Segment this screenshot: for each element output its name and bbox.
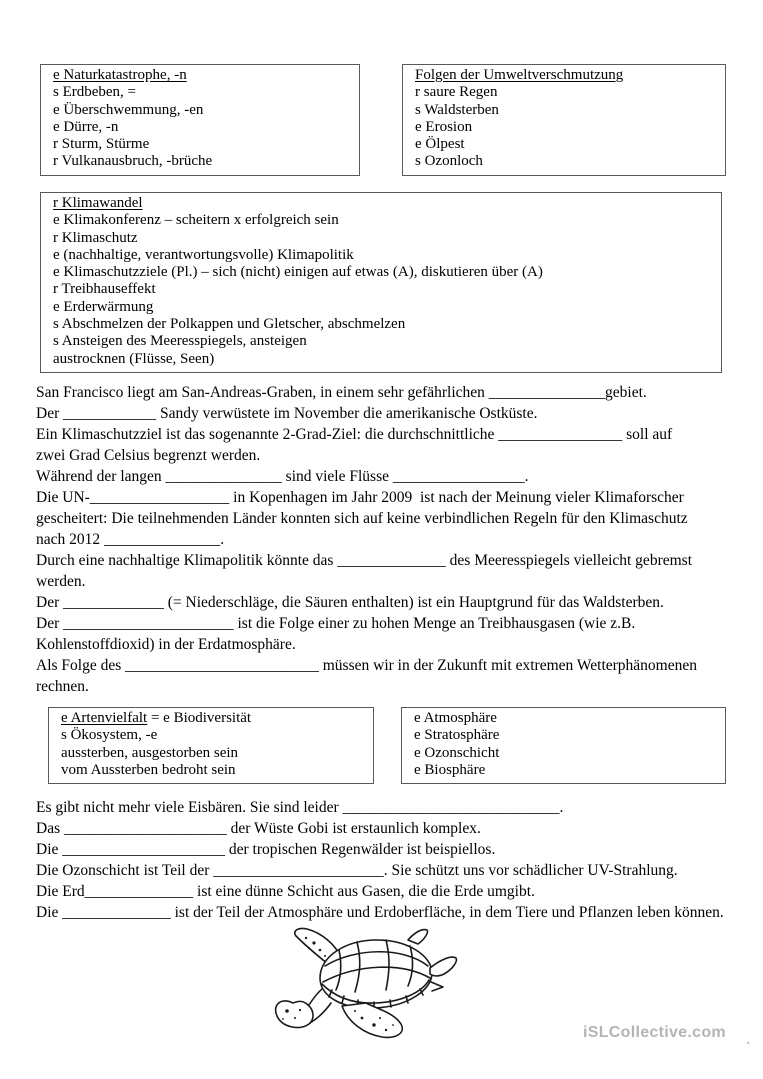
vocab-item: e Ölpest xyxy=(415,136,465,153)
vocab-item: e Klimakonferenz – scheitern x erfolgreich sein xyxy=(53,212,339,229)
exercise-line: Die Erd______________ ist eine dünne Schicht aus Gasen, die die Erde umgibt. xyxy=(36,883,535,900)
gap-fill-exercise-artenvielfalt xyxy=(36,797,758,923)
exercise-line: Der _____________ (= Niederschläge, die Säuren enthalten) ist ein Hauptgrund für das Waldsterben. xyxy=(36,594,664,611)
vocab-item: e Atmosphäre xyxy=(414,710,497,726)
vocab-item: e Stratosphäre xyxy=(414,727,500,744)
gap-fill-exercise-klimawandel xyxy=(36,382,758,697)
vocab-box-klimawandel xyxy=(40,192,722,373)
vocab-box-title: Folgen der Umweltverschmutzung xyxy=(415,67,624,83)
vocab-box-umweltverschmutzung xyxy=(402,64,726,176)
exercise-line: Die Ozonschicht ist Teil der ______________________. Sie schützt uns vor schädlicher UV-Strahlung. xyxy=(36,862,678,879)
vocab-item: aussterben, ausgestorben sein xyxy=(61,744,239,761)
vocab-item: e Erosion xyxy=(415,118,473,135)
vocab-item: s Ökosystem, -e xyxy=(61,727,158,744)
exercise-line: Kohlenstoffdioxid) in der Erdatmosphäre. xyxy=(36,636,296,653)
exercise-line: Die _____________________ der tropischen Regenwälder ist beispiellos. xyxy=(36,841,496,858)
stray-dot: . xyxy=(746,1031,751,1048)
vocab-box-title: r Klimawandel xyxy=(53,195,143,211)
exercise-line: Während der langen _______________ sind viele Flüsse _________________. xyxy=(36,468,529,485)
vocab-item: e (nachhaltige, verantwortungsvolle) Klimapolitik xyxy=(53,246,354,263)
vocab-item: vom Aussterben bedroht sein xyxy=(61,761,236,778)
vocab-item: austrocknen (Flüsse, Seen) xyxy=(53,350,215,367)
vocab-box-title: e Artenvielfalt = e Biodiversität xyxy=(61,710,252,726)
vocab-item: r Vulkanausbruch, -brüche xyxy=(53,153,213,170)
vocab-box-sphaeren xyxy=(401,707,726,784)
sea-turtle-illustration xyxy=(262,926,462,1041)
exercise-line: Der ____________ Sandy verwüstete im November die amerikanische Ostküste. xyxy=(36,405,538,422)
vocab-item: e Ozonschicht xyxy=(414,744,500,761)
exercise-line: Als Folge des _________________________ müssen wir in der Zukunft mit extremen Wetterphänomenen xyxy=(36,657,697,674)
exercise-line: Das _____________________ der Wüste Gobi ist erstaunlich komplex. xyxy=(36,820,481,837)
exercise-line: zwei Grad Celsius begrenzt werden. xyxy=(36,447,261,464)
exercise-line: gescheitert: Die teilnehmenden Länder konnten sich auf keine verbindlichen Regeln für den Klimaschutz xyxy=(36,510,688,527)
exercise-line: Ein Klimaschutzziel ist das sogenannte 2-Grad-Ziel: die durchschnittliche ________________ soll auf xyxy=(36,426,673,443)
vocab-item: r saure Regen xyxy=(415,84,498,101)
exercise-line: Die ______________ ist der Teil der Atmosphäre und Erdoberfläche, in dem Tiere und Pflanzen leben können. xyxy=(36,904,724,921)
vocab-item: r Sturm, Stürme xyxy=(53,136,150,153)
vocab-box-title: e Naturkatastrophe, -n xyxy=(53,67,187,83)
vocab-box-naturkatastrophe xyxy=(40,64,360,176)
vocab-item: e Überschwemmung, -en xyxy=(53,101,204,118)
exercise-line: Der ______________________ ist die Folge einer zu hohen Menge an Treibhausgasen (wie z.B. xyxy=(36,615,636,632)
vocab-item: s Ozonloch xyxy=(415,153,483,170)
vocab-box-artenvielfalt xyxy=(48,707,374,784)
exercise-line: rechnen. xyxy=(36,678,89,695)
vocab-item: e Dürre, -n xyxy=(53,118,119,135)
islcollective-watermark: iSLCollective.com xyxy=(583,1024,726,1041)
vocab-item: s Abschmelzen der Polkappen und Gletscher, abschmelzen xyxy=(53,316,406,333)
exercise-line: werden. xyxy=(36,573,86,590)
vocab-item: r Treibhauseffekt xyxy=(53,281,156,298)
exercise-line: Die UN-__________________ in Kopenhagen im Jahr 2009 ist nach der Meinung vieler Klimaforscher xyxy=(36,489,684,506)
vocab-item: e Erderwärmung xyxy=(53,298,154,315)
vocab-item: e Biosphäre xyxy=(414,761,486,778)
vocab-item: r Klimaschutz xyxy=(53,229,138,246)
vocab-item: e Klimaschutzziele (Pl.) – sich (nicht) einigen auf etwas (A), diskutieren über (A) xyxy=(53,264,543,281)
vocab-item: s Erdbeben, = xyxy=(53,84,137,101)
exercise-line: Es gibt nicht mehr viele Eisbären. Sie sind leider ____________________________. xyxy=(36,799,564,816)
exercise-line: San Francisco liegt am San-Andreas-Graben, in einem sehr gefährlichen _______________gebiet. xyxy=(36,384,647,401)
exercise-line: Durch eine nachhaltige Klimapolitik könnte das ______________ des Meeresspiegels vielleicht gebremst xyxy=(36,552,693,569)
vocab-item: s Waldsterben xyxy=(415,101,499,118)
vocab-item: s Ansteigen des Meeresspiegels, ansteigen xyxy=(53,333,307,350)
exercise-line: nach 2012 _______________. xyxy=(36,531,225,548)
